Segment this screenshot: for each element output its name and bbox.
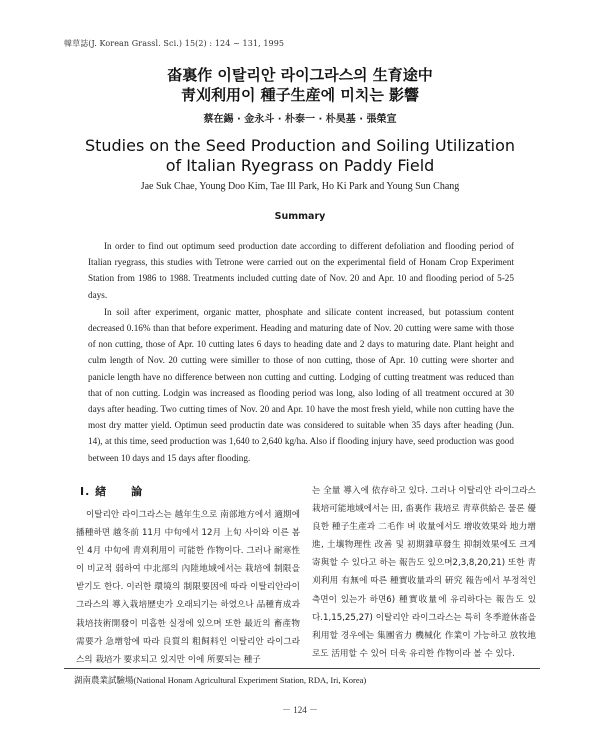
summary-abstract: [88, 238, 514, 466]
summary-paragraph-2: In soil after experiment, organic matter, phosphate and silicate content increased, but potassium content decreased 0.16% than that before experiment. Heading and maturing date of Nov. 20 cutting were same with those of non cutting, those of Apr. 10 cutting lates 6 days to heading date and 2 days to maturing date. Plant height and culm length of Nov. 20 cutting were similler to those of non cutting, those of Apr. 10 cutting were shorter and panicle length have no difference between non cutting and cutting. Lodging of cutting treatment was reduced than that of non cutting. Lodgin was increased as flooding period was long, also loding of all treatment occured at 30 days after heading. Two cutting times of Nov. 20 and Apr. 10 have the most fresh yield, while non cutting have the most dry matter yield. Optimun seed productin date was considered to suitable when 35 days after heading (Jun. 14), at this time, seed production was 1,640 to 2,640 kg/ha. Also if flooding injury have, seed production was good between 10 days and 15 days after flooding.: [88, 306, 514, 463]
korean-authors: 蔡在錫 · 金永斗 · 朴泰一 · 朴昊基 · 張榮宣: [203, 114, 397, 125]
page-number: － 124 －: [281, 705, 318, 715]
summary-paragraph-1: In order to find out optimum seed production date according to different defoliation and flooding period of Italian ryegrass, this studies with Tetrone were carried out on the experimental field of Honam Crop Experiment Station from 1986 to 1988. Treatments included cutting date of Nov. 20 and Apr. 10 and flooding period of 5-25 days.: [88, 241, 514, 300]
english-title-line-1: Studies on the Seed Production and Soiling Utilization: [84, 136, 516, 155]
footnote-divider: [64, 668, 540, 669]
introduction-left-text: 이탈리안 라이그라스는 越年生으로 南部地方에서 適期에 播種하면 越冬前 11月 中旬에서 12月 上旬 사이와 이른 봄인 4月 中旬에 靑刈利用이 可能한 作物이다. 그러나 耐寒性이 비교적 弱하여 中北部의 內陸地域에서는 栽培에 制限을 받기도 한다. 이러한 環境의 制限要因에 따라 이탈리안라이그라스의 導入栽培歷史가 오래되기는 하였으나 品種育成과 栽培技術開發이 미흡한 실정에 있으며 또한 最近의 畜產物 需要가 急增함에 따라 良質의 粗飼料인 이탈리안 라이그라스의 栽培가 要求되고 있지만 이에 所要되는 種子: [76, 510, 300, 665]
introduction-right-column: [312, 482, 536, 663]
affiliation-footnote: 湖南農業試驗場(National Honam Agricultural Experiment Station, RDA, Iri, Korea): [74, 675, 367, 685]
introduction-right-text: 는 全量 導入에 依存하고 있다. 그러나 이탈리안 라이그라스 栽培可能地域에서는 田, 畓裏作 栽培로 靑草供給은 물론 優良한 種子生產과 二毛作 벼 收量에서도 增收效果와 地力增進, 土壤物理性 改善 및 初期雜草發生 抑制效果에도 크게 寄與할 수 있다고 하는 報告도 있으며2,3,8,20,21) 또한 靑刈利用 有無에 따른 種實收量과의 硏究 報告에서 부정적인 측면이 있는가 하면6) 種實收量에 유리하다는 報告도 있다.1,15,25,27) 이탈리안 라이그라스는 특히 冬季遊休畓을 利用할 경우에는 集團省力 機械化 作業이 가능하고 放牧地로도 活用할 수 있어 더욱 유리한 作物이라 볼 수 있다.: [312, 486, 536, 659]
korean-title-line-2: 靑刈利用이 種子生産에 미치는 影響: [180, 86, 420, 104]
english-authors: Jae Suk Chae, Young Doo Kim, Tae Ill Park, Ho Ki Park and Young Sun Chang: [140, 181, 460, 192]
journal-header: 韓草誌(J. Korean Grassl. Sci.) 15(2) : 124 ~ 131, 1995: [64, 39, 285, 48]
summary-heading: Summary: [274, 211, 326, 222]
korean-title-line-1: 畓裏作 이탈리안 라이그라스의 生育途中: [167, 66, 433, 84]
introduction-heading: Ⅰ. 緖 論: [80, 485, 144, 498]
english-title-line-2: of Italian Ryegrass on Paddy Field: [165, 156, 435, 175]
introduction-left-column: [76, 506, 300, 669]
